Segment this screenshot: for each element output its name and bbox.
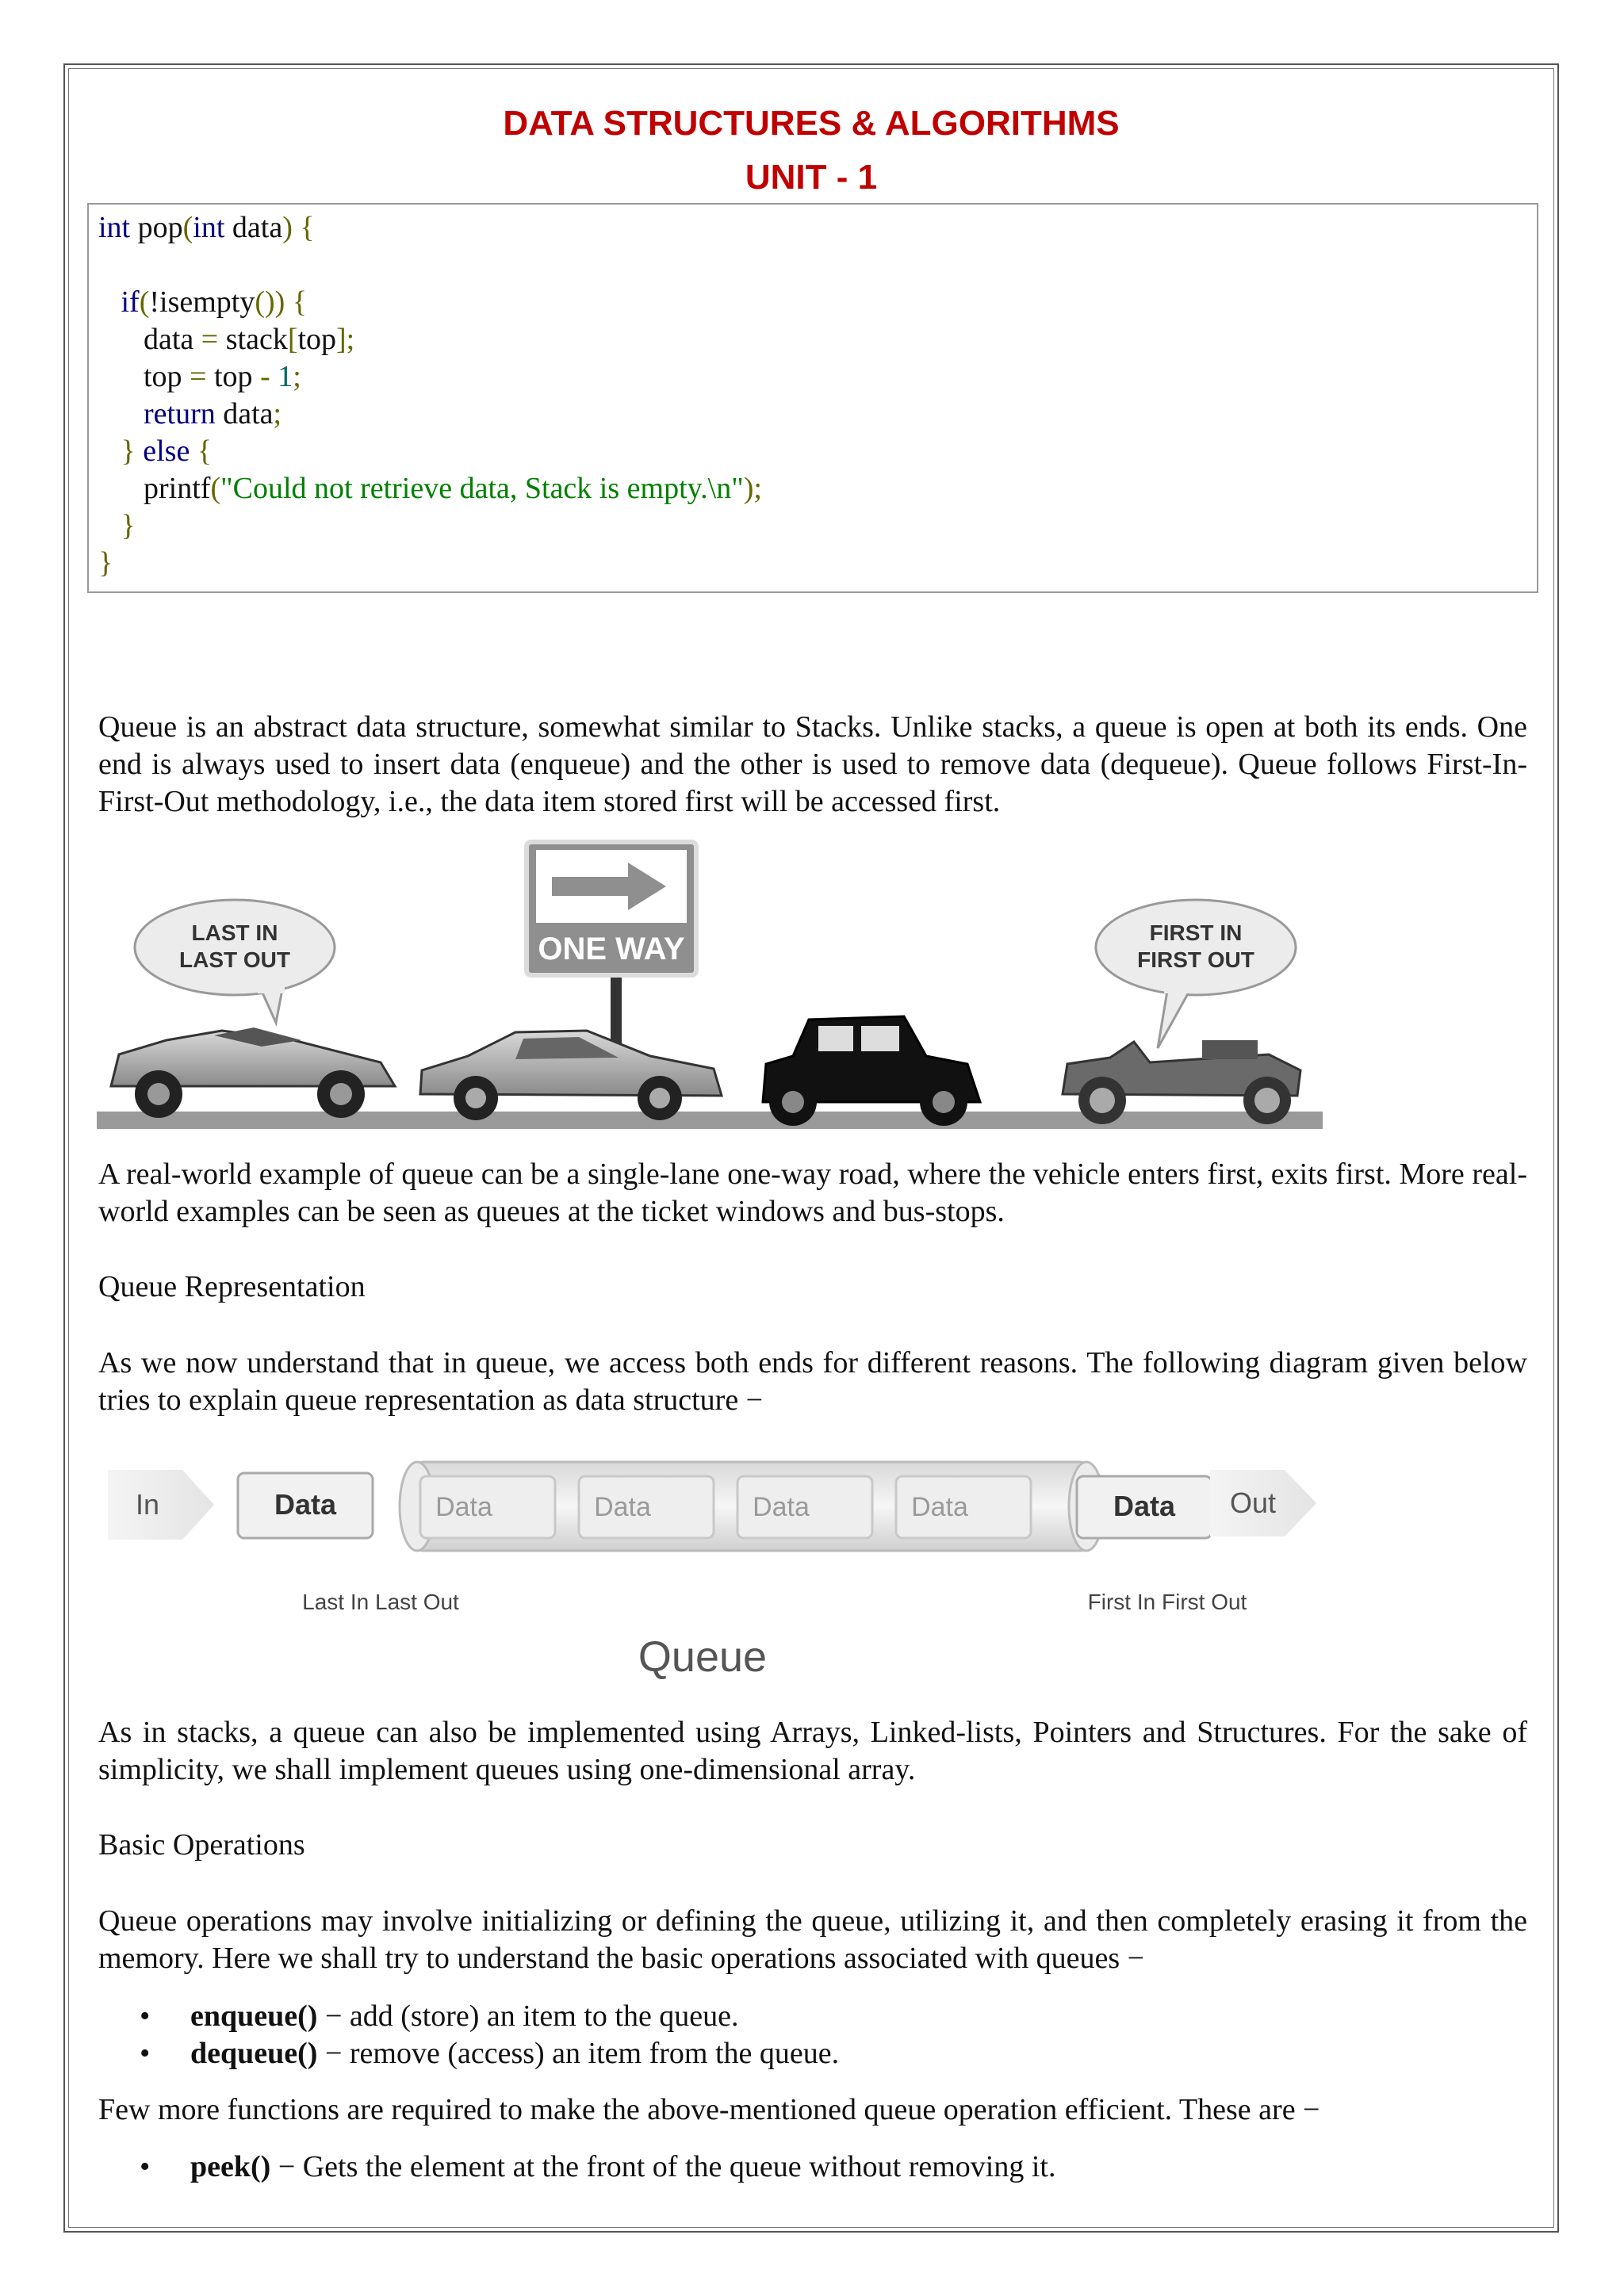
code-token: ()) { (255, 285, 308, 319)
code-token: int (193, 211, 225, 244)
code-token: { (190, 434, 213, 468)
code-token: ; (273, 397, 282, 430)
paragraph-operations: Queue operations may involve initializing or defining the queue, utilizing it, and then completely erasing it from the memory. Here we shall try to understand the basic operations associated with queues − (98, 1904, 1527, 1975)
function-term: peek() (190, 2150, 271, 2183)
code-token: int (98, 211, 131, 244)
sign-text: ONE WAY (538, 932, 685, 966)
code-token: = (193, 323, 226, 356)
bubble-left-line2: LAST OUT (179, 947, 290, 972)
entering-data-label: Data (274, 1488, 337, 1521)
code-line (98, 545, 1527, 582)
code-token: stack (225, 323, 288, 356)
code-block (87, 203, 1538, 593)
code-token: ); (743, 472, 762, 505)
code-token: else (143, 434, 190, 468)
code-line (98, 321, 1527, 358)
code-token: "Could not retrieve data, Stack is empty.\n" (220, 472, 744, 505)
first-in-first-out-label: First In First Out (1087, 1590, 1247, 1614)
operations-list (98, 1998, 1527, 2072)
bubble-left-line1: LAST IN (191, 920, 278, 945)
code-token: data (144, 323, 194, 356)
code-line (98, 396, 1527, 433)
paragraph-real-world: A real-world example of queue can be a single-lane one-way road, where the vehicle enters first, exits first. More real-world examples can be seen as queues at the ticket windows and bus-stops. (98, 1158, 1527, 1228)
in-arrow-icon (108, 1470, 214, 1540)
coupe-car-icon (420, 1031, 722, 1120)
operation-desc: − remove (access) an item from the queue. (317, 2037, 840, 2070)
queue-slot-label: Data (435, 1492, 492, 1522)
paragraph-more-functions: Few more functions are required to make the above-mentioned queue operation efficient. These are − (98, 2093, 1320, 2126)
code-token: return (144, 397, 216, 430)
code-token: ; (293, 360, 301, 393)
code-token: - (252, 360, 278, 393)
bubble-right-line2: FIRST OUT (1137, 947, 1254, 972)
bubble-right-line1: FIRST IN (1149, 920, 1243, 945)
list-item (98, 2035, 1527, 2072)
vintage-car-icon (763, 1016, 980, 1126)
code-token: top (144, 360, 182, 393)
code-token: ( (182, 211, 193, 244)
paragraph-queue-intro: Queue is an abstract data structure, somewhat similar to Stacks. Unlike stacks, a queue is open at both its ends. One end is always used to insert data (enqueue) and the other is used to remove data (dequeue). Queue follows First-In-First-Out methodology, i.e., the data item stored first will be accessed first. (98, 710, 1527, 818)
code-token: = (182, 360, 214, 393)
queue-slot-label: Data (753, 1492, 810, 1522)
paragraph-implementation: As in stacks, a queue can also be implemented using Arrays, Linked-lists, Pointers and Structures. For the sake of simplicity, we shall implement queues using one-dimensional array. (98, 1716, 1527, 1786)
operation-desc: − add (store) an item to the queue. (317, 1999, 739, 2033)
last-in-last-out-label: Last In Last Out (302, 1590, 459, 1614)
code-line (98, 507, 1527, 545)
code-token: 1 (278, 360, 293, 393)
heading-queue-representation: Queue Representation (98, 1270, 366, 1303)
code-token: if (121, 285, 140, 319)
code-token: ) { (282, 211, 315, 244)
bullet-icon: • (140, 2037, 151, 2070)
exiting-data-label: Data (1113, 1490, 1176, 1522)
function-desc: − Gets the element at the front of the queue without removing it. (270, 2150, 1056, 2183)
code-token: data (224, 211, 283, 244)
operation-term: dequeue() (190, 2037, 318, 2070)
speech-bubble-right (1096, 900, 1296, 1048)
one-way-road-figure (95, 832, 1332, 1142)
in-label: In (135, 1488, 160, 1521)
code-line (98, 470, 1527, 507)
speech-bubble-left (135, 900, 335, 1023)
bullet-icon: • (140, 2150, 151, 2183)
code-token: top (214, 360, 253, 393)
code-token: ]; (336, 323, 355, 356)
code-token: printf (144, 472, 211, 505)
paragraph-representation: As we now understand that in queue, we access both ends for different reasons. The following diagram given below tries to explain queue representation as data structure − (98, 1346, 1527, 1417)
bullet-icon: • (140, 1999, 151, 2033)
queue-diagram (103, 1451, 1324, 1689)
sports-car-icon (111, 1027, 395, 1118)
functions-list (98, 2149, 1527, 2186)
code-token: data (215, 397, 274, 430)
list-item (98, 1998, 1527, 2035)
code-line (98, 209, 1527, 247)
code-token: [ (287, 323, 298, 356)
heading-basic-operations: Basic Operations (98, 1828, 305, 1862)
queue-slot-label: Data (911, 1492, 968, 1522)
code-token: !isempty (149, 285, 255, 319)
code-token: ( (210, 472, 221, 505)
code-token: } (121, 434, 144, 468)
operation-term: enqueue() (190, 1999, 318, 2033)
code-line (98, 358, 1527, 396)
page-header (68, 97, 1554, 205)
out-label: Out (1229, 1487, 1277, 1519)
header-unit: UNIT - 1 (745, 158, 878, 197)
code-token: top (297, 323, 337, 356)
code-token: pop (130, 211, 183, 244)
list-item (98, 2149, 1527, 2186)
code-line (98, 433, 1527, 470)
queue-caption: Queue (638, 1633, 768, 1681)
queue-slot-label: Data (594, 1492, 651, 1522)
code-token: ( (139, 285, 150, 319)
road-line (97, 1112, 1323, 1129)
code-token: } (121, 509, 136, 542)
code-token: } (98, 546, 113, 580)
header-title: DATA STRUCTURES & ALGORITHMS (503, 104, 1120, 143)
code-line-blank (98, 247, 1527, 284)
code-line (98, 284, 1527, 321)
